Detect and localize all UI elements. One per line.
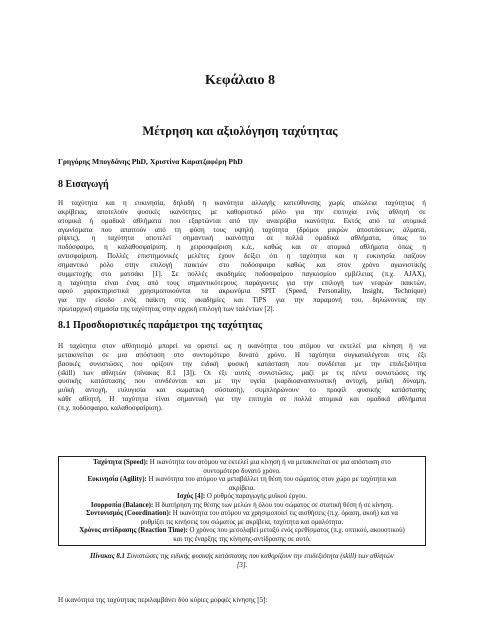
- table-row: [65, 468, 419, 477]
- closing-line: Η ικανότητα της ταχύτητας περιλαμβάνει δύο κύριες μορφές κίνησης [5]:: [58, 596, 268, 604]
- chapter-heading: Κεφάλαιο 8: [205, 73, 275, 88]
- paragraph-line: (π.χ. ποδόσφαιρο, καλαθοσφαίριση).: [58, 403, 163, 412]
- table-caption: [58, 553, 426, 570]
- table-row: [65, 510, 419, 519]
- table-term: Χρόνος αντίδρασης (Reaction Time):: [79, 527, 188, 534]
- table-term: Ευκινησία (Agility):: [87, 476, 147, 483]
- paragraph-line: ατομικά ή ομαδικά αθλήματα που εξαρτώνται από την αναερόβια ικανότητα. Εκτός από τα ατομικά: [58, 216, 426, 225]
- paragraph-line: μυϊκή αντοχή, ευλυγισία και σωματική σύσταση), συμπληρώνουν το προφίλ φυσικής κατάστασης: [58, 386, 426, 395]
- table-row: [65, 527, 419, 536]
- table-caption-label: Πίνακας 8.1: [90, 553, 125, 560]
- table-definition: Ο χρόνος που μεσολαβεί μεταξύ ενός ερεθίσματος (π.χ. οπτικού, ακουστικού): [187, 527, 405, 534]
- table-row: [65, 519, 419, 528]
- paragraph-line: Η ταχύτητα και η ευκινησία, δηλαδή η ικανότητα αλλαγής κατεύθυνσης χωρίς απώλεια ταχύτητας ή: [58, 199, 426, 207]
- paragraph-line: βασικές συνιστώσες που ορίζουν την ειδική φυσική κατάσταση που συνδέεται με την επιδεξιότητα: [58, 359, 426, 368]
- paragraph-line: Η ταχύτητα στον αθλητισμό μπορεί να οριστεί ως η ικανότητα του ατόμου να εκτελεί μια κίνηση ή να: [58, 342, 426, 350]
- table-definition: Η ικανότητα του ατόμου να χρησιμοποιεί τις αισθήσεις (π.χ. όραση, ακοή) και να: [171, 510, 398, 517]
- table-definition: ρυθμίζει τις κινήσεις του σώματος με ακρίβεια, ταχύτητα και ομαλότητα.: [140, 518, 344, 526]
- section-heading-introduction: 8 Εισαγωγή: [58, 179, 109, 190]
- paragraph-line: (skill) των αθλητών (πίνακας 8.1 [3]). Οι έξι αυτές συνιστώσες, μαζί με τις πέντε συνιστώσες της: [58, 368, 426, 377]
- paragraph-line: σημαντικό ρόλο στην επιλογή παικτών στο ποδόσφαιρο καθώς και στον χρόνο αγωνιστικής: [58, 260, 426, 269]
- introduction-paragraph: [58, 199, 426, 314]
- paragraph-line: η ταχύτητα είναι ένας από τους σημαντικότερους παράγοντες για την επιλογή των νεαρών παικτών,: [58, 278, 426, 287]
- table-row: [65, 459, 419, 468]
- section-heading-speed-parameters: 8.1 Προσδιοριστικές παράμετροι της ταχύτητας: [58, 320, 263, 331]
- table-row: [65, 493, 419, 502]
- table-term: Ταχύτητα (Speed):: [93, 459, 149, 466]
- table-term: Ισορροπία (Balance):: [90, 501, 154, 509]
- paragraph-line: μετακινείται σε μια απόσταση στο συντομότερο δυνατό χρόνο. Η ταχύτητα συγκαταλέγεται στις έξι: [58, 350, 426, 359]
- table-row: [65, 485, 419, 494]
- table-term: Συντονισμός (Coordination):: [86, 510, 172, 517]
- paragraph-line: κάθε αθλητή. Η ταχύτητα είναι σημαντική για την επιτυχία σε πολλά ατομικά και ομαδικά αθλήματα: [58, 395, 426, 404]
- table-caption-text: Συνιστώσες της ειδικής φυσικής κατάστασης που καθορίζουν την επιδεξιότητα (skill) των αθλητών: [125, 553, 394, 560]
- table-definition: ακρίβεια.: [229, 484, 255, 492]
- table-row: [65, 536, 419, 545]
- table-term: Ισχύς [4]:: [177, 493, 206, 500]
- paragraph-line: αγωνίσματα που απαιτούν από τη φύση τους υψηλή ταχύτητα (δρόμοι μικρών αποστάσεων, άλματα,: [58, 225, 426, 234]
- table-definition: Η ικανότητα του ατόμου να μεταβάλλει τη θέση του σώματος στον χώρο με ταχύτητα και: [146, 476, 397, 483]
- table-definition: συντομότερο δυνατό χρόνο.: [203, 467, 281, 475]
- table-row: [65, 476, 419, 485]
- paragraph-line: αφού χαρακτηριστικά χρησιμοποιούνται τα ακρωνύμια SPIT (Speed, Personality, Insight, Technique): [58, 287, 426, 296]
- paragraph-line: για την είσοδο ενός παίκτη στις ακαδημίες και TiPS για την παραμονή του, δηλώνοντας την: [58, 296, 426, 305]
- speed-components-table: [58, 456, 426, 546]
- paragraph-line: ακρίβειας, αποτελούν φυσικές ικανότητες με καθοριστικό ρόλο για την επιτυχία ενός αθλητή σε: [58, 207, 426, 216]
- paragraph-line: συμμετοχής στο ματσάκι [1]. Σε πολλές ακαδημίες ποδοσφαίρου παγκοσμίου εμβέλειας (π.χ. AJAX),: [58, 269, 426, 278]
- chapter-title: Μέτρηση και αξιολόγηση ταχύτητας: [142, 124, 338, 138]
- table-definition: Η ικανότητα του ατόμου να εκτελεί μια κίνηση ή να μετακινείται σε μια απόσταση στο: [148, 459, 391, 466]
- paragraph-line: πρωταρχική σημασία της ταχύτητας στην αρχική επιλογή των ταλέντων [2].: [58, 305, 275, 314]
- table-row: [65, 502, 419, 511]
- table-caption-ref: [3].: [236, 561, 248, 569]
- table-definition: Ο ρυθμός παραγωγής μυϊκού έργου.: [205, 493, 307, 500]
- speed-parameters-paragraph: [58, 342, 426, 413]
- paragraph-line: ρίψεις), η ταχύτητα αποτελεί σημαντική ικανότητα σε πολλά ομαδικά αθλήματα, όπως το: [58, 234, 426, 243]
- paragraph-line: ποδόσφαιρο, η καλαθοσφαίριση, η χειροσφαίριση κ.ά., καθώς και σε ατομικά αθλήματα όπως η: [58, 243, 426, 252]
- paragraph-line: αντισφαίριση. Πολλές επιστημονικές μελέτες έχουν δείξει ότι η ταχύτητα και η ευκινησία παίζουν: [58, 252, 426, 261]
- table-definition: Η διατήρηση της θέσης των μελών ή όλου του σώματος σε στατική θέση ή σε κίνηση.: [153, 501, 394, 509]
- paragraph-line: φυσικής κατάστασης που συνδέονται και με την υγεία (καρδιοαναπνευστική αντοχή, μυϊκή δύναμη,: [58, 377, 426, 386]
- table-definition: και της έναρξης της κίνησης-αντίδρασης σε αυτό.: [173, 535, 311, 543]
- authors-line: Γρηγόρης Μπογδάνης PhD, Χριστίνα Καρατζαφέρη PhD: [58, 157, 243, 166]
